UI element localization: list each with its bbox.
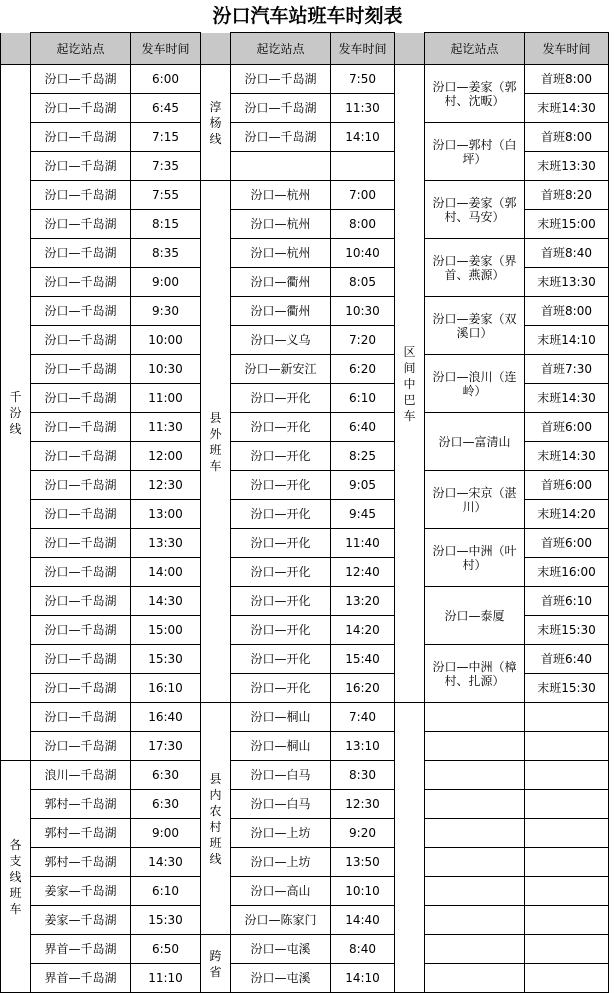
- empty-cell: [525, 964, 609, 993]
- empty-cell: [425, 790, 525, 819]
- route-cell: 汾口—千岛湖: [31, 355, 131, 384]
- route-cell: 汾口—千岛湖: [31, 674, 131, 703]
- time-cell: 12:40: [331, 558, 395, 587]
- route-cell: 郭村—千岛湖: [31, 848, 131, 877]
- time-cell: 10:30: [331, 297, 395, 326]
- route-cell: 汾口—千岛湖: [31, 732, 131, 761]
- group-label-c: [395, 65, 425, 703]
- table-row: [1, 761, 609, 790]
- minibus-time-cell: 末班14:30: [525, 384, 609, 413]
- empty-cell: [525, 906, 609, 935]
- table-row: [1, 65, 609, 94]
- empty-cell: [525, 848, 609, 877]
- table-row: [1, 819, 609, 848]
- empty-cell: [525, 935, 609, 964]
- minibus-time-cell: 首班8:00: [525, 65, 609, 94]
- time-cell: 10:40: [331, 239, 395, 268]
- time-cell: 6:20: [331, 355, 395, 384]
- route-cell: 郭村—千岛湖: [31, 819, 131, 848]
- time-cell: 6:30: [131, 761, 201, 790]
- time-cell: 6:45: [131, 94, 201, 123]
- route-cell: 汾口—千岛湖: [31, 65, 131, 94]
- minibus-time-cell: 末班15:30: [525, 616, 609, 645]
- minibus-time-cell: 首班6:00: [525, 529, 609, 558]
- route-cell: 汾口—千岛湖: [31, 413, 131, 442]
- group-label-a: [1, 65, 31, 761]
- route-cell: 汾口—千岛湖: [31, 529, 131, 558]
- route-cell: 汾口—千岛湖: [231, 94, 331, 123]
- minibus-route-cell: 汾口—姜家（双溪口）: [425, 297, 525, 355]
- empty-cell: [425, 964, 525, 993]
- header-time: 发车时间: [131, 33, 201, 65]
- header-row: [1, 33, 609, 65]
- route-cell: 汾口—千岛湖: [31, 94, 131, 123]
- empty-cell: [525, 790, 609, 819]
- route-cell: 汾口—新安江: [231, 355, 331, 384]
- time-cell: 11:00: [131, 384, 201, 413]
- time-cell: 13:10: [331, 732, 395, 761]
- time-cell: [331, 152, 395, 181]
- time-cell: 6:30: [131, 790, 201, 819]
- route-cell: 汾口—千岛湖: [31, 123, 131, 152]
- minibus-route-cell: 汾口—浪川（连岭）: [425, 355, 525, 413]
- route-cell: 汾口—屯溪: [231, 964, 331, 993]
- route-cell: 汾口—杭州: [231, 210, 331, 239]
- route-cell: 汾口—桐山: [231, 703, 331, 732]
- route-cell: 姜家—千岛湖: [31, 906, 131, 935]
- time-cell: 9:30: [131, 297, 201, 326]
- route-cell: 汾口—高山: [231, 877, 331, 906]
- route-cell: 汾口—千岛湖: [31, 587, 131, 616]
- time-cell: 15:40: [331, 645, 395, 674]
- route-cell: 汾口—开化: [231, 413, 331, 442]
- time-cell: 13:20: [331, 587, 395, 616]
- route-cell: 汾口—开化: [231, 442, 331, 471]
- minibus-time-cell: 首班8:00: [525, 123, 609, 152]
- time-cell: 13:00: [131, 500, 201, 529]
- minibus-route-cell: 汾口—中洲（樟村、扎源）: [425, 645, 525, 703]
- time-cell: 7:15: [131, 123, 201, 152]
- time-cell: 14:00: [131, 558, 201, 587]
- route-cell: 汾口—开化: [231, 471, 331, 500]
- header-route: 起讫站点: [231, 33, 331, 65]
- time-cell: 14:10: [331, 964, 395, 993]
- route-cell: 浪川—千岛湖: [31, 761, 131, 790]
- time-cell: 7:50: [331, 65, 395, 94]
- minibus-time-cell: 末班16:00: [525, 558, 609, 587]
- empty-cell: [525, 819, 609, 848]
- table-row: [1, 906, 609, 935]
- group-label-b-text: 跨省: [209, 948, 222, 979]
- minibus-time-cell: 首班6:40: [525, 645, 609, 674]
- time-cell: 9:05: [331, 471, 395, 500]
- table-row: [1, 181, 609, 210]
- group-label-a-text: 各支线班车: [9, 837, 22, 916]
- table-row: [1, 529, 609, 558]
- time-cell: 9:00: [131, 268, 201, 297]
- empty-cell: [525, 761, 609, 790]
- time-cell: 10:00: [131, 326, 201, 355]
- route-cell: [231, 152, 331, 181]
- route-cell: 汾口—千岛湖: [31, 239, 131, 268]
- route-cell: 汾口—千岛湖: [31, 326, 131, 355]
- route-cell: 汾口—开化: [231, 384, 331, 413]
- group-label-a-text: 千汾线: [9, 389, 22, 436]
- empty-cell: [525, 877, 609, 906]
- table-row: [1, 355, 609, 384]
- time-cell: 16:10: [131, 674, 201, 703]
- group-label-b: [201, 703, 231, 935]
- route-cell: 郭村—千岛湖: [31, 790, 131, 819]
- minibus-time-cell: 末班13:30: [525, 268, 609, 297]
- table-row: [1, 413, 609, 442]
- minibus-route-cell: 汾口—姜家（郭村、沈畈）: [425, 65, 525, 123]
- time-cell: 15:30: [131, 906, 201, 935]
- table-row: [1, 239, 609, 268]
- route-cell: 汾口—千岛湖: [31, 152, 131, 181]
- time-cell: 15:00: [131, 616, 201, 645]
- time-cell: 15:30: [131, 645, 201, 674]
- empty-cell: [425, 819, 525, 848]
- time-cell: 17:30: [131, 732, 201, 761]
- route-cell: 汾口—千岛湖: [231, 65, 331, 94]
- time-cell: 7:40: [331, 703, 395, 732]
- route-cell: 汾口—千岛湖: [31, 500, 131, 529]
- minibus-route-cell: 汾口—宋京（湛川）: [425, 471, 525, 529]
- route-cell: 汾口—开化: [231, 616, 331, 645]
- route-cell: 汾口—千岛湖: [31, 210, 131, 239]
- empty-cell: [425, 906, 525, 935]
- group-label-b-text: 淳杨线: [209, 99, 222, 146]
- header-gap: [201, 33, 231, 65]
- table-row: [1, 732, 609, 761]
- header-route: 起讫站点: [425, 33, 525, 65]
- route-cell: 汾口—千岛湖: [31, 384, 131, 413]
- time-cell: 8:00: [331, 210, 395, 239]
- time-cell: 14:30: [131, 848, 201, 877]
- empty-cell: [525, 703, 609, 732]
- time-cell: 11:30: [331, 94, 395, 123]
- table-row: [1, 587, 609, 616]
- route-cell: 汾口—上坊: [231, 819, 331, 848]
- route-cell: 汾口—千岛湖: [31, 297, 131, 326]
- route-cell: 汾口—白马: [231, 761, 331, 790]
- time-cell: 14:40: [331, 906, 395, 935]
- minibus-time-cell: 末班15:30: [525, 674, 609, 703]
- header-gap: [395, 33, 425, 65]
- time-cell: 13:30: [131, 529, 201, 558]
- time-cell: 6:10: [331, 384, 395, 413]
- time-cell: 10:10: [331, 877, 395, 906]
- route-cell: 汾口—屯溪: [231, 935, 331, 964]
- route-cell: 汾口—杭州: [231, 239, 331, 268]
- empty-cell: [425, 703, 525, 732]
- table-row: [1, 877, 609, 906]
- time-cell: 11:30: [131, 413, 201, 442]
- route-cell: 汾口—千岛湖: [31, 442, 131, 471]
- empty-cell: [525, 732, 609, 761]
- table-row: [1, 848, 609, 877]
- empty-cell: [425, 935, 525, 964]
- minibus-route-cell: 汾口—姜家（界首、燕源）: [425, 239, 525, 297]
- route-cell: 汾口—千岛湖: [231, 123, 331, 152]
- empty-cell: [425, 761, 525, 790]
- table-row: [1, 471, 609, 500]
- minibus-route-cell: 汾口—中洲（叶村）: [425, 529, 525, 587]
- route-cell: 汾口—千岛湖: [31, 471, 131, 500]
- header-time: 发车时间: [331, 33, 395, 65]
- minibus-time-cell: 首班8:20: [525, 181, 609, 210]
- table-row: [1, 935, 609, 964]
- route-cell: 汾口—开化: [231, 500, 331, 529]
- time-cell: 7:35: [131, 152, 201, 181]
- time-cell: 9:00: [131, 819, 201, 848]
- route-cell: 汾口—千岛湖: [31, 703, 131, 732]
- time-cell: 6:10: [131, 877, 201, 906]
- minibus-time-cell: 首班6:10: [525, 587, 609, 616]
- minibus-route-cell: 汾口—富清山: [425, 413, 525, 471]
- group-label-b-text: 县内农村班线: [209, 771, 222, 866]
- time-cell: 7:55: [131, 181, 201, 210]
- route-cell: 汾口—桐山: [231, 732, 331, 761]
- route-cell: 姜家—千岛湖: [31, 877, 131, 906]
- time-cell: 7:00: [331, 181, 395, 210]
- time-cell: 6:50: [131, 935, 201, 964]
- header-route: 起讫站点: [31, 33, 131, 65]
- time-cell: 8:35: [131, 239, 201, 268]
- route-cell: 汾口—陈家门: [231, 906, 331, 935]
- route-cell: 汾口—千岛湖: [31, 181, 131, 210]
- group-label-b: [201, 181, 231, 703]
- time-cell: 8:30: [331, 761, 395, 790]
- time-cell: 14:10: [331, 123, 395, 152]
- time-cell: 12:00: [131, 442, 201, 471]
- table-row: [1, 964, 609, 993]
- empty-cell: [425, 877, 525, 906]
- minibus-time-cell: 末班14:30: [525, 442, 609, 471]
- minibus-time-cell: 首班7:30: [525, 355, 609, 384]
- minibus-time-cell: 首班6:00: [525, 413, 609, 442]
- route-cell: 汾口—开化: [231, 674, 331, 703]
- minibus-time-cell: 首班8:00: [525, 297, 609, 326]
- table-row: [1, 123, 609, 152]
- empty-cell: [425, 848, 525, 877]
- minibus-time-cell: 末班14:10: [525, 326, 609, 355]
- route-cell: 汾口—白马: [231, 790, 331, 819]
- time-cell: 8:05: [331, 268, 395, 297]
- time-cell: 14:30: [131, 587, 201, 616]
- time-cell: 10:30: [131, 355, 201, 384]
- minibus-route-cell: 汾口—郭村（白坪）: [425, 123, 525, 181]
- time-cell: 12:30: [331, 790, 395, 819]
- time-cell: 8:15: [131, 210, 201, 239]
- header-gap: [1, 33, 31, 65]
- time-cell: 6:40: [331, 413, 395, 442]
- group-label-b-text: 县外班车: [209, 410, 222, 473]
- minibus-time-cell: 末班14:30: [525, 94, 609, 123]
- route-cell: 汾口—千岛湖: [31, 268, 131, 297]
- route-cell: 汾口—上坊: [231, 848, 331, 877]
- schedule-table: [0, 32, 609, 993]
- time-cell: 12:30: [131, 471, 201, 500]
- route-cell: 汾口—衢州: [231, 268, 331, 297]
- route-cell: 汾口—千岛湖: [31, 616, 131, 645]
- route-cell: 汾口—义乌: [231, 326, 331, 355]
- time-cell: 8:25: [331, 442, 395, 471]
- minibus-route-cell: 汾口—姜家（郭村、马安）: [425, 181, 525, 239]
- route-cell: 汾口—开化: [231, 587, 331, 616]
- table-row: [1, 645, 609, 674]
- minibus-time-cell: 首班8:40: [525, 239, 609, 268]
- time-cell: 9:20: [331, 819, 395, 848]
- time-cell: 16:40: [131, 703, 201, 732]
- time-cell: 11:10: [131, 964, 201, 993]
- group-label-a: [1, 761, 31, 993]
- time-cell: 6:00: [131, 65, 201, 94]
- time-cell: 13:50: [331, 848, 395, 877]
- route-cell: 界首—千岛湖: [31, 964, 131, 993]
- table-row: [1, 790, 609, 819]
- time-cell: 14:20: [331, 616, 395, 645]
- table-row: [1, 297, 609, 326]
- route-cell: 汾口—开化: [231, 645, 331, 674]
- minibus-route-cell: 汾口—泰厦: [425, 587, 525, 645]
- empty-gap: [395, 703, 425, 993]
- minibus-time-cell: 首班6:00: [525, 471, 609, 500]
- table-row: [1, 703, 609, 732]
- route-cell: 汾口—千岛湖: [31, 558, 131, 587]
- route-cell: 汾口—杭州: [231, 181, 331, 210]
- time-cell: 7:20: [331, 326, 395, 355]
- empty-cell: [425, 732, 525, 761]
- minibus-time-cell: 末班15:00: [525, 210, 609, 239]
- minibus-time-cell: 末班13:30: [525, 152, 609, 181]
- time-cell: 16:20: [331, 674, 395, 703]
- route-cell: 汾口—衢州: [231, 297, 331, 326]
- time-cell: 11:40: [331, 529, 395, 558]
- route-cell: 汾口—开化: [231, 529, 331, 558]
- route-cell: 汾口—千岛湖: [31, 645, 131, 674]
- time-cell: 9:45: [331, 500, 395, 529]
- route-cell: 界首—千岛湖: [31, 935, 131, 964]
- group-label-c-text: 区间中巴车: [403, 344, 416, 423]
- group-label-b: [201, 65, 231, 181]
- minibus-time-cell: 末班14:20: [525, 500, 609, 529]
- header-time: 发车时间: [525, 33, 609, 65]
- time-cell: 8:40: [331, 935, 395, 964]
- group-label-b: [201, 935, 231, 993]
- route-cell: 汾口—开化: [231, 558, 331, 587]
- page-title: 汾口汽车站班车时刻表: [212, 5, 403, 27]
